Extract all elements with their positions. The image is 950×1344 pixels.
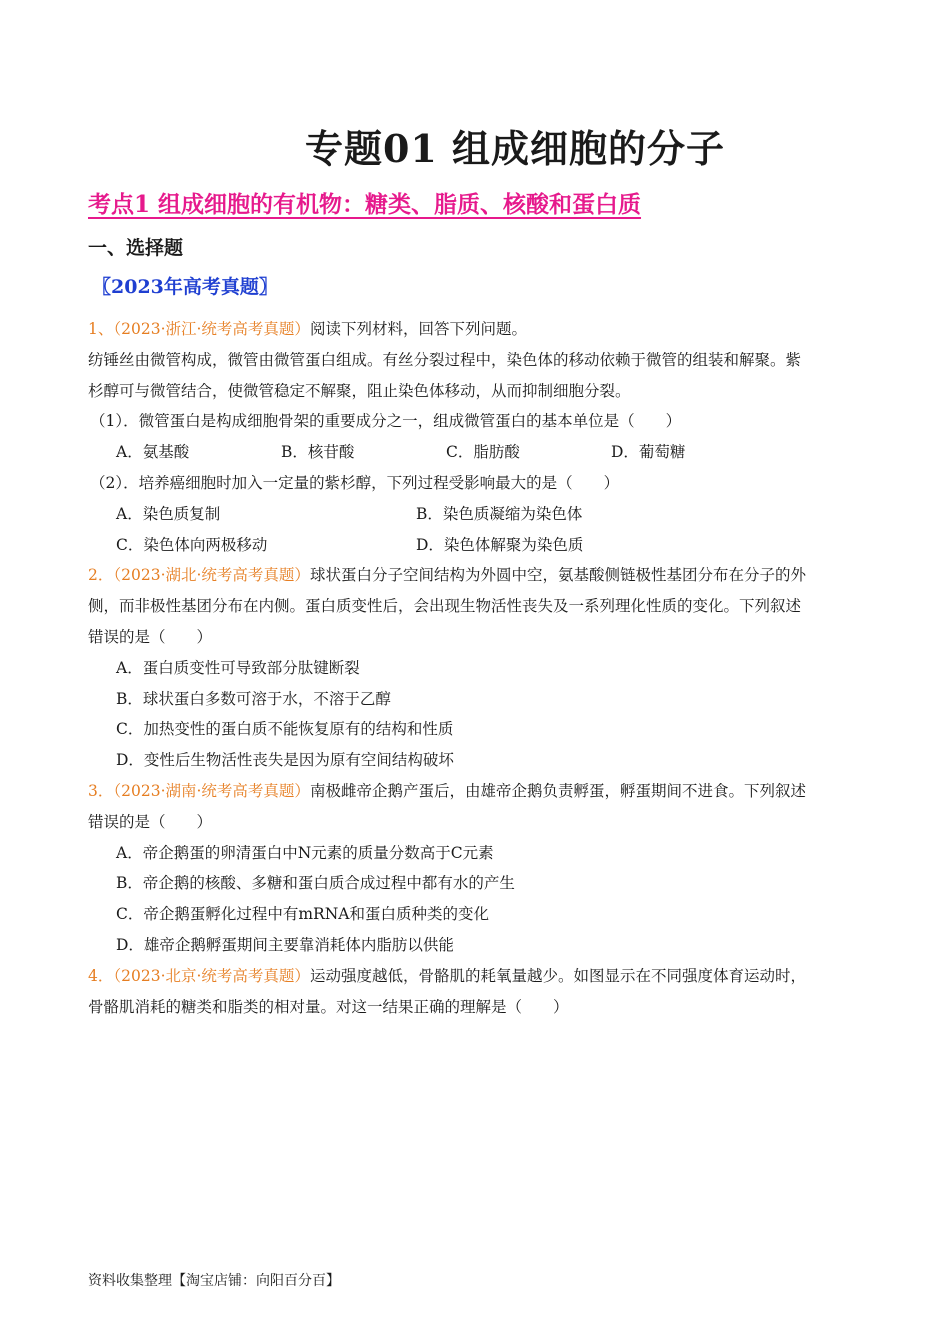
question-number: 2． — [88, 566, 114, 585]
footer-note: 资料收集整理【淘宝店铺：向阳百分百】 — [88, 1273, 340, 1289]
option-c: C．加热变性的蛋白质不能恢复原有的结构和性质 — [116, 720, 454, 739]
question-number: 3． — [88, 781, 114, 800]
question-stem-line: 骨骼肌消耗的糖类和脂类的相对量。对这一结果正确的理解是（ ） — [88, 997, 569, 1016]
question-4-header — [88, 961, 864, 992]
option-c: C．帝企鹅蛋孵化过程中有mRNA和蛋白质种类的变化 — [116, 905, 489, 924]
options-row — [88, 437, 864, 468]
option-d: D．葡萄糖 — [611, 443, 686, 462]
questions — [88, 314, 864, 1022]
question-stem: 阅读下列材料，回答下列问题。 — [309, 320, 527, 338]
year-label: 〖2023年高考真题〗 — [92, 276, 278, 298]
question-source: （2023·北京·统考高考真题） — [113, 966, 310, 985]
option-a: A．蛋白质变性可导致部分肽键断裂 — [116, 658, 360, 677]
question-1-header — [88, 314, 864, 345]
option-d: D．染色体解聚为染色质 — [416, 535, 584, 554]
question-source: （2023·湖南·统考高考真题） — [113, 781, 310, 800]
page-title: 专题01 组成细胞的分子 — [304, 126, 726, 171]
question-source: （2023·浙江·统考高考真题） — [113, 320, 310, 338]
question-stem-line: 侧，而非极性基团分布在内侧。蛋白质变性后，会出现生物活性丧失及一系列理化性质的变化。下列叙述 — [88, 597, 802, 616]
section-heading: 考点1 组成细胞的有机物：糖类、脂质、核酸和蛋白质 — [88, 191, 642, 218]
option-c: C．染色体向两极移动 — [116, 535, 268, 554]
question-source: （2023·湖北·统考高考真题） — [113, 566, 310, 585]
sub-question-1: （1）．微管蛋白是构成细胞骨架的重要成分之一，组成微管蛋白的基本单位是（ ） — [90, 412, 682, 431]
option-b: B．帝企鹅的核酸、多糖和蛋白质合成过程中都有水的产生 — [116, 874, 515, 893]
material-line: 纺锤丝由微管构成，微管由微管蛋白组成。有丝分裂过程中，染色体的移动依赖于微管的组装和解聚。紫 — [88, 350, 802, 369]
question-stem-line: 错误的是（ ） — [88, 812, 213, 831]
option-b: B．球状蛋白多数可溶于水，不溶于乙醇 — [116, 689, 391, 708]
question-stem-line: 错误的是（ ） — [88, 627, 213, 646]
question-number: 1、 — [88, 320, 114, 338]
option-d: D．变性后生物活性丧失是因为原有空间结构破坏 — [116, 751, 454, 770]
question-number: 4． — [88, 966, 114, 985]
material-line: 杉醇可与微管结合，使微管稳定不解聚，阻止染色体移动，从而抑制细胞分裂。 — [88, 381, 631, 400]
option-d: D．雄帝企鹅孵蛋期间主要靠消耗体内脂肪以供能 — [116, 935, 454, 954]
options-row — [88, 530, 864, 561]
option-b: B．核苷酸 — [281, 443, 355, 462]
option-a: A．帝企鹅蛋的卵清蛋白中N元素的质量分数高于C元素 — [116, 843, 494, 862]
question-stem: 球状蛋白分子空间结构为外圆中空，氨基酸侧链极性基团分布在分子的外 — [309, 566, 806, 585]
question-stem: 运动强度越低，骨骼肌的耗氧量越少。如图显示在不同强度体育运动时， — [309, 966, 806, 985]
option-c: C．脂肪酸 — [446, 443, 520, 462]
options-row — [88, 499, 864, 530]
option-a: A．氨基酸 — [116, 443, 190, 462]
option-a: A．染色质复制 — [116, 504, 221, 523]
sub-question-2: （2）．培养癌细胞时加入一定量的紫杉醇，下列过程受影响最大的是（ ） — [90, 473, 620, 492]
question-3-header — [88, 776, 864, 807]
question-stem: 南极雌帝企鹅产蛋后，由雄帝企鹅负责孵蛋，孵蛋期间不进食。下列叙述 — [309, 781, 806, 800]
option-b: B．染色质凝缩为染色体 — [416, 504, 583, 523]
question-type-heading: 一、选择题 — [88, 237, 184, 259]
question-2-header — [88, 560, 864, 591]
